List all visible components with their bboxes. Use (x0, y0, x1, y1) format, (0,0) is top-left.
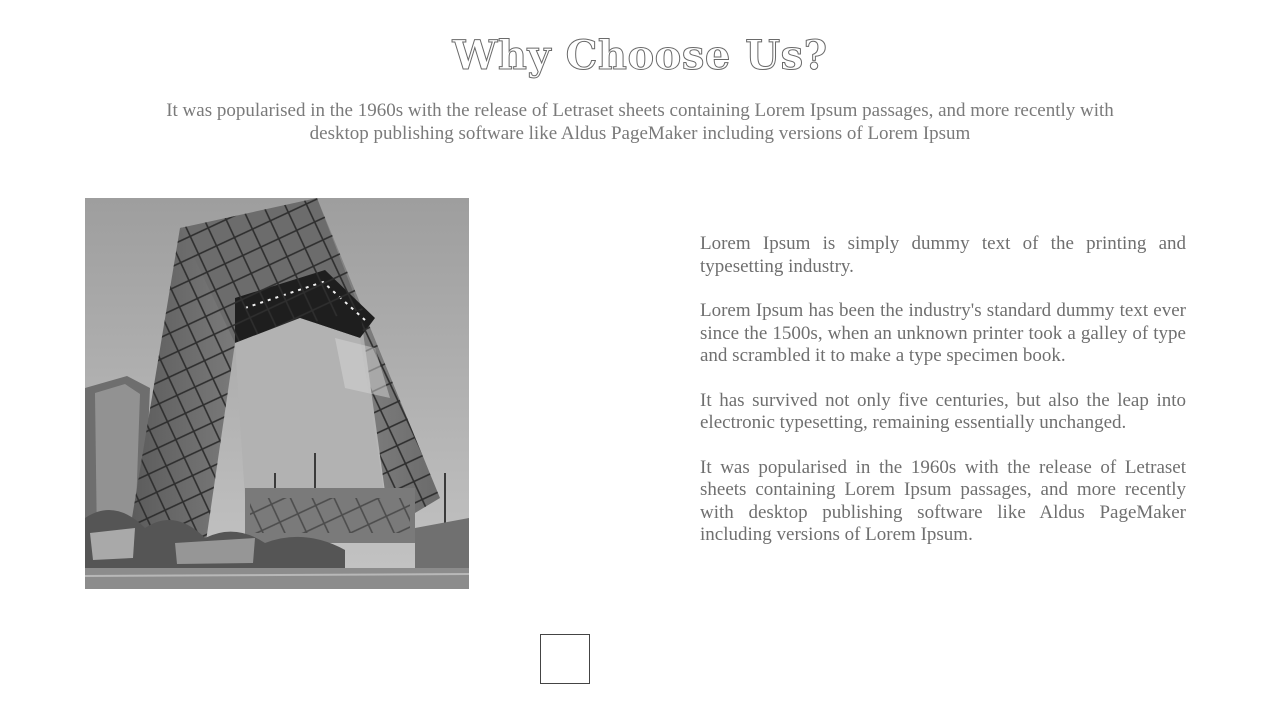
paragraph: Lorem Ipsum has been the industry's standard dummy text ever since the 1500s, when an unknown printer took a galley of type and scrambled it to make a type specimen book. (700, 300, 1186, 366)
slide-subtitle: It was popularised in the 1960s with the release of Letraset sheets containing Lorem Ipsum passages, and more recently with desktop publishing software like Aldus PageMaker including versions of Lorem Ipsum (166, 100, 1114, 144)
body-text (700, 233, 1186, 569)
paragraph: It has survived not only five centuries, but also the leap into electronic typesetting, remaining essentially unchanged. (700, 389, 1186, 433)
nav-square-button[interactable] (540, 634, 590, 684)
building-photo (85, 198, 469, 589)
paragraph: It was popularised in the 1960s with the release of Letraset sheets containing Lorem Ipsum passages, and more recently with desktop publishing software like Aldus PageMaker including versions of Lorem Ipsum. (700, 456, 1186, 545)
slide-title: Why Choose Us? (452, 32, 828, 79)
paragraph: Lorem Ipsum is simply dummy text of the printing and typesetting industry. (700, 233, 1186, 277)
